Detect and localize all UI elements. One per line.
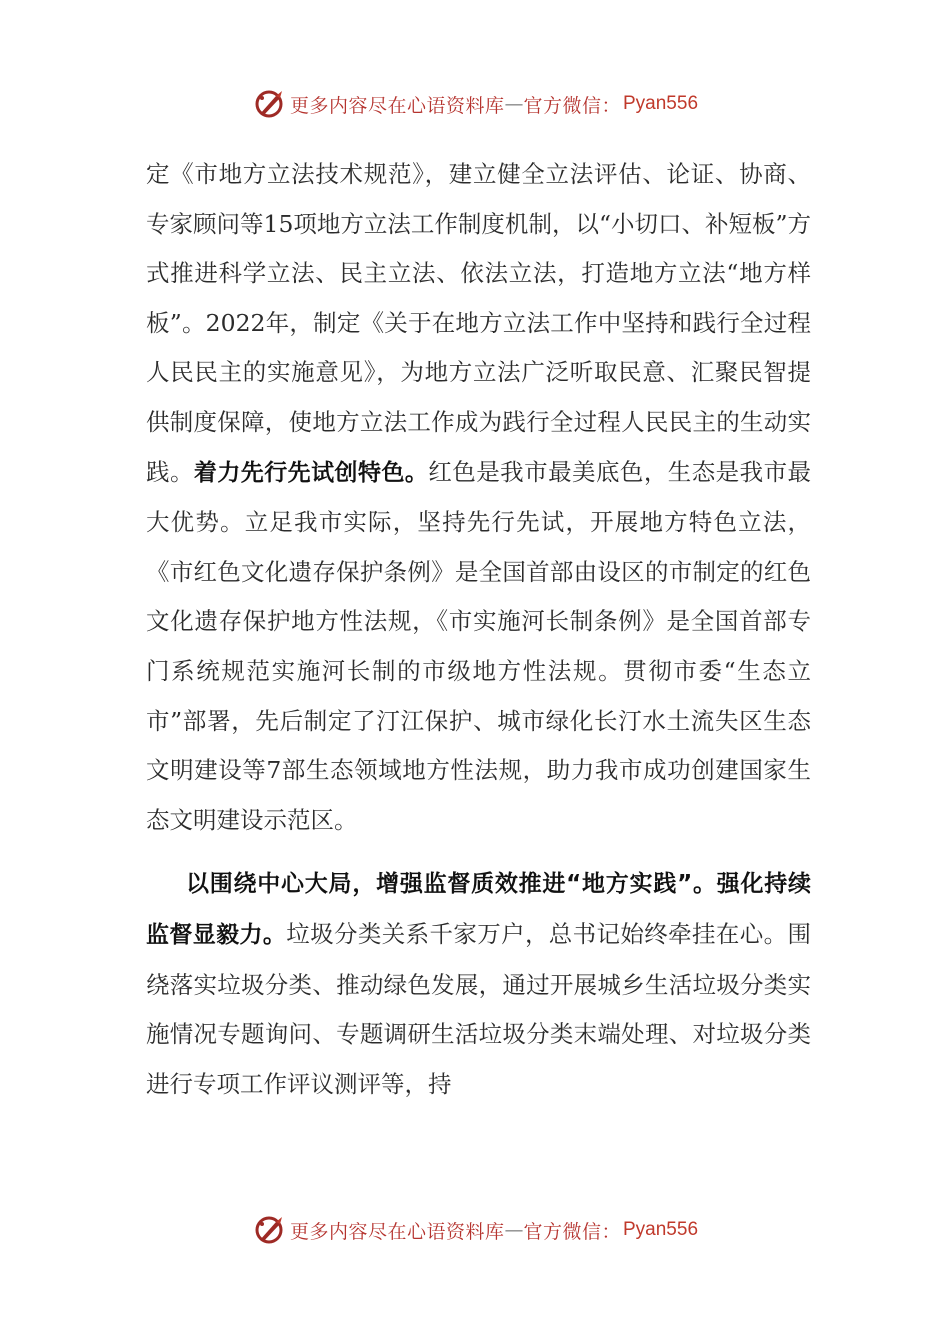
paragraph-legislation	[146, 150, 811, 845]
header-watermark-banner	[0, 86, 950, 122]
banner-wechat-label: 官方微信：	[523, 94, 621, 117]
banner-wechat-id: Pyan556	[623, 93, 699, 114]
quill-pen-logo-icon	[252, 87, 286, 121]
document-body	[146, 150, 811, 1109]
text-run: 垃圾分类关系千家万户，总书记始终牵挂在心。围绕落实垃圾分类、推动绿色发展，通过开展城乡生活垃圾分类实施情况专题询问、专题调研生活垃圾分类末端处理、对垃圾分类进行专项工作评议测评等，持	[146, 919, 812, 1098]
footer-watermark-banner	[0, 1212, 950, 1248]
bold-heading-run: 以围绕中心大局，增强监督质效推进“地方实践”。强化持续监督显毅力。	[146, 871, 811, 948]
text-run: 定《市地方立法技术规范》，建立健全立法评估、论证、协商、专家顾问等15项地方立法工作制度机制，以“小切口、补短板”方式推进科学立法、民主立法、依法立法，打造地方立法“地方样板”。2022年，制定《关于在地方立法工作中坚持和践行全过程人民民主的实施意见》，为地方立法广泛听取民意、汇聚民智提供制度保障，使地方立法工作成为践行全过程人民民主的生动实践。	[146, 160, 811, 486]
banner-main-text: 更多内容尽在心语资料库	[289, 94, 505, 117]
quill-pen-logo-icon	[252, 1213, 286, 1247]
text-run: 红色是我市最美底色，生态是我市最大优势。立足我市实际，坚持先行先试，开展地方特色立法，《市红色文化遗存保护条例》是全国首部由设区的市制定的红色文化遗存保护地方性法规，《市实施河长制条例》是全国首部专门系统规范实施河长制的市级地方性法规。贯彻市委“生态立市”部署，先后制定了汀江保护、城市绿化长汀水土流失区生态文明建设等7部生态领域地方性法规，助力我市成功创建国家生态文明建设示范区。	[146, 457, 812, 834]
banner-separator: —	[504, 1219, 524, 1241]
banner-wechat-id: Pyan556	[623, 1219, 699, 1240]
banner-wechat-label: 官方微信：	[523, 1220, 621, 1243]
paragraph-supervision	[146, 859, 811, 1109]
banner-separator: —	[504, 93, 524, 115]
banner-main-text: 更多内容尽在心语资料库	[289, 1220, 505, 1243]
bold-heading-run: 着力先行先试创特色。	[193, 459, 429, 486]
